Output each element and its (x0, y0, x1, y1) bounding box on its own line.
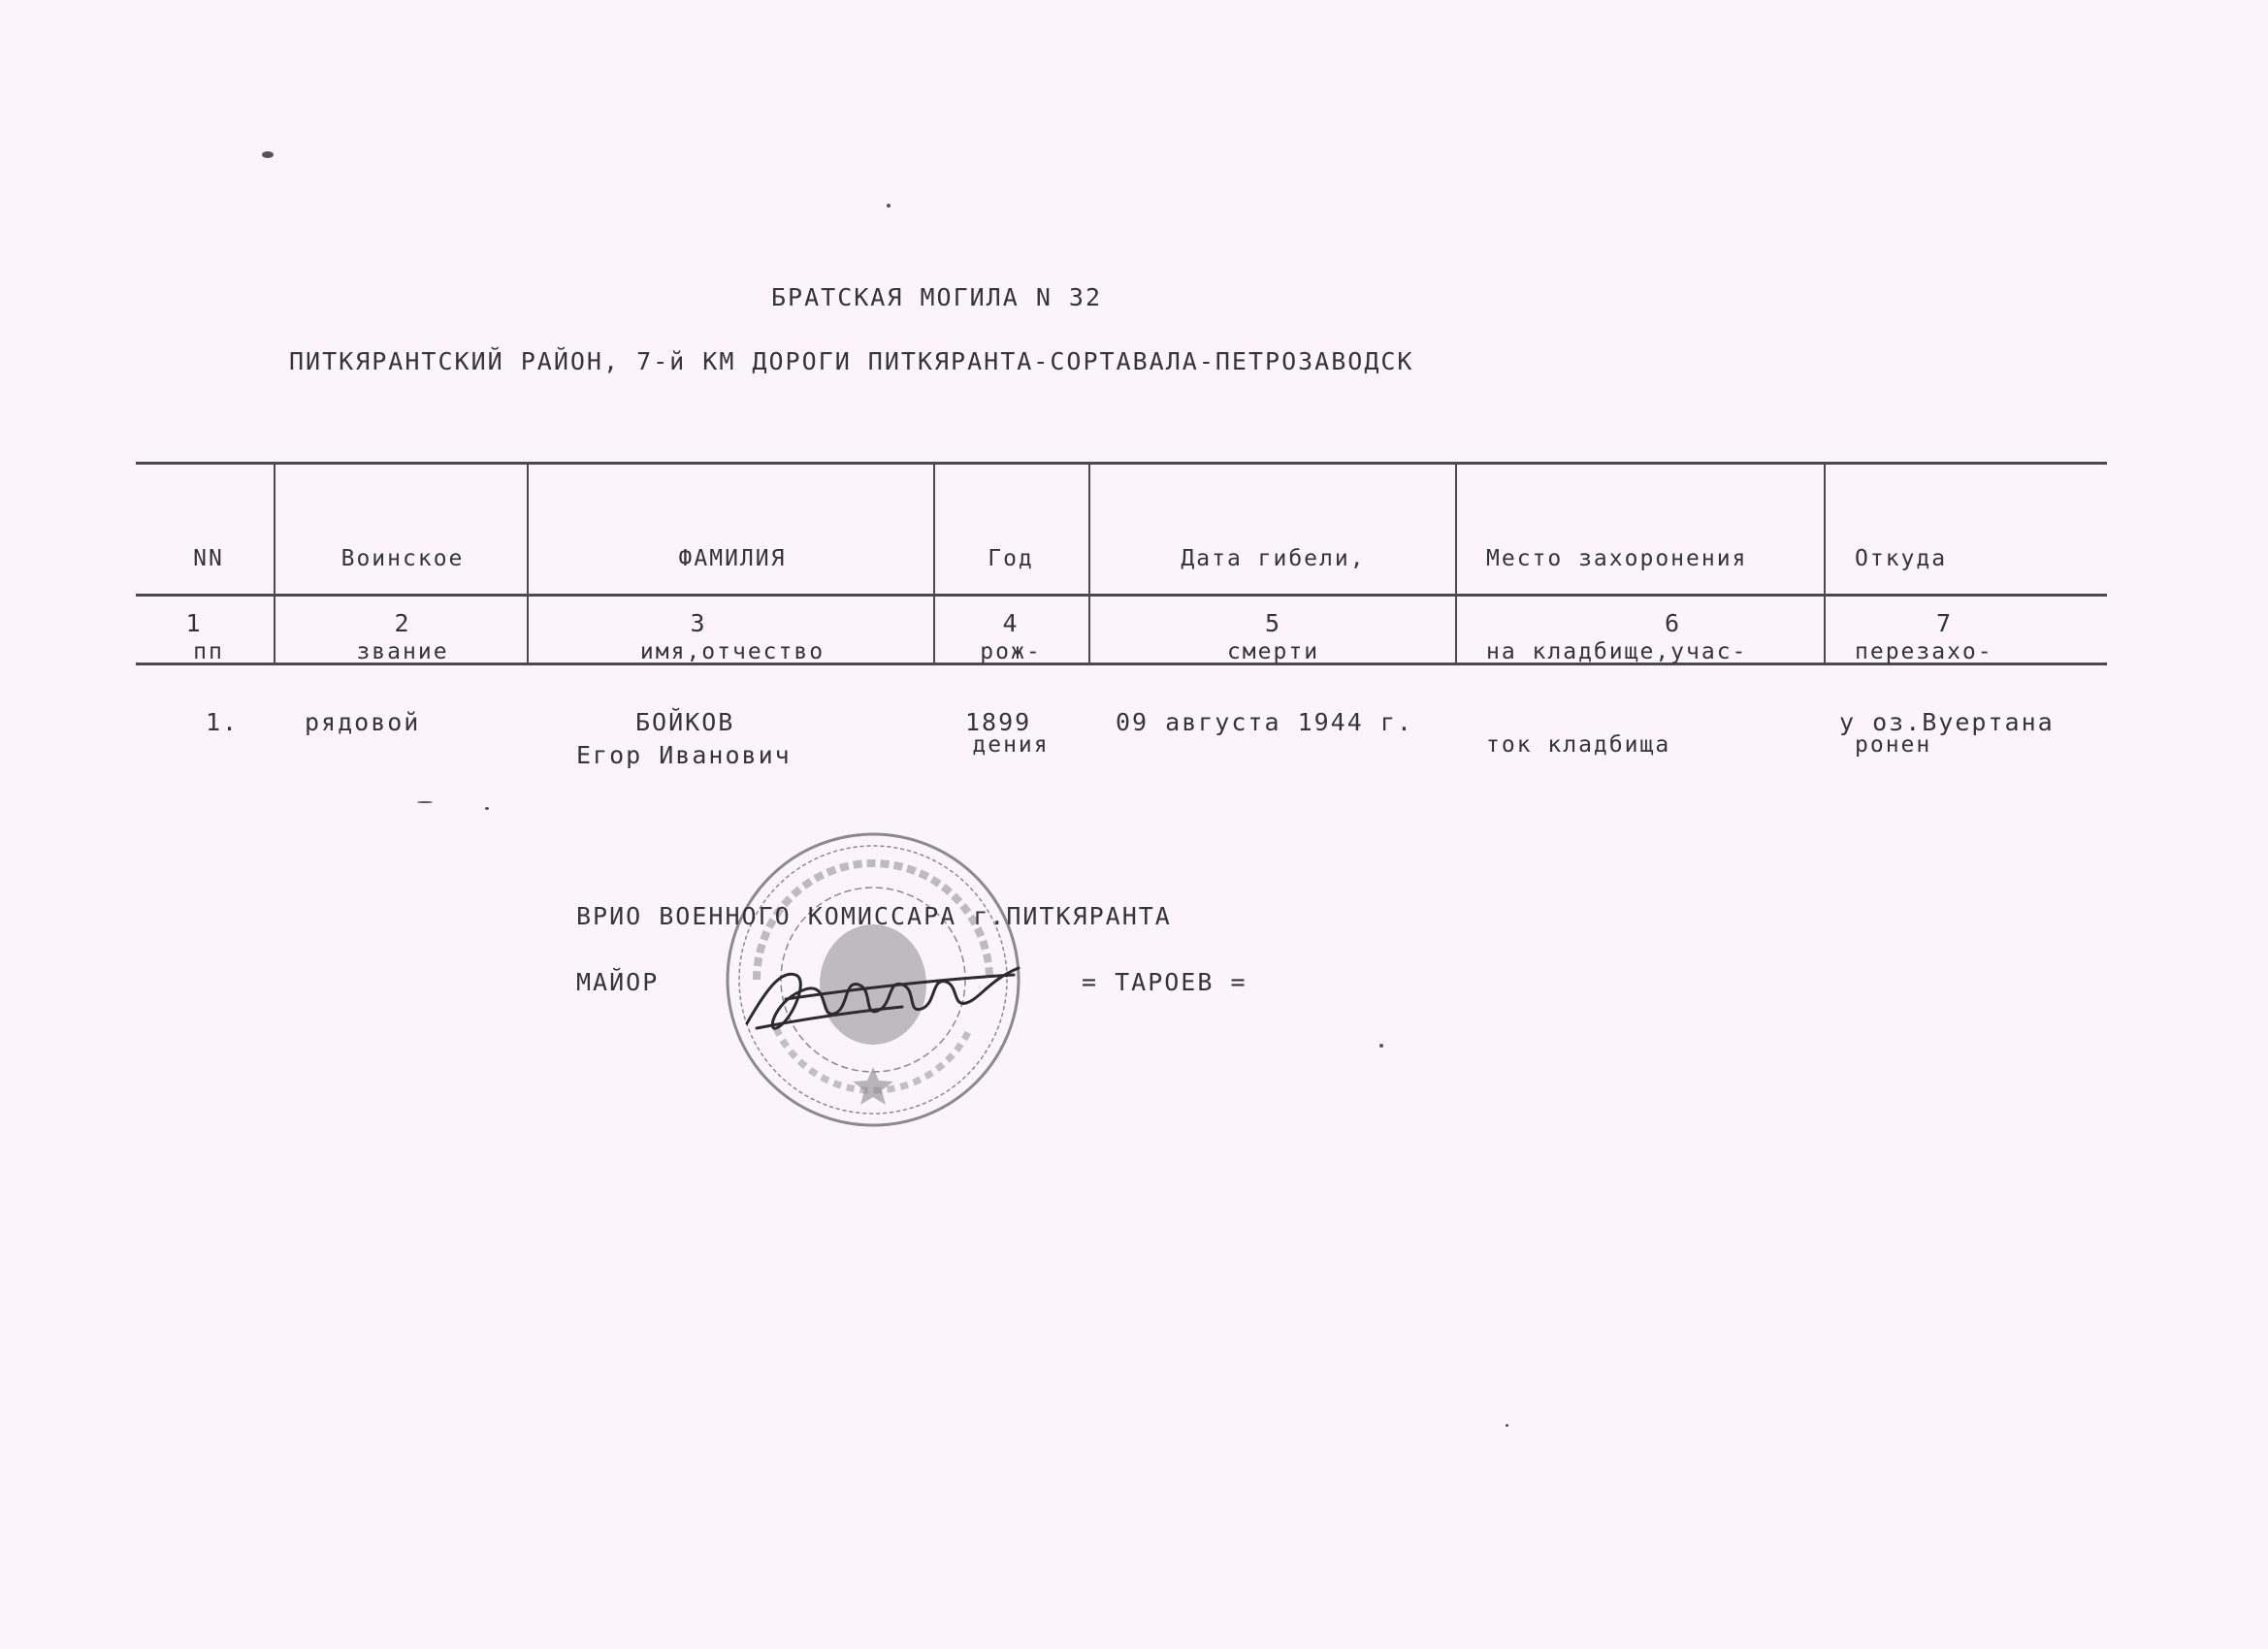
header-cell-death-date (1101, 481, 1445, 698)
row-birth-year: 1899 (965, 708, 1032, 736)
row-number: 1. (206, 708, 240, 736)
header-cell-number (155, 481, 262, 698)
header-line: Воинское (340, 546, 465, 571)
row-death-date: 09 августа 1944 г. (1116, 708, 1413, 736)
row-rank: рядовой (305, 708, 421, 736)
column-divider (1455, 464, 1457, 664)
column-divider (527, 464, 529, 664)
header-line: ток кладбища (1486, 732, 1671, 758)
scan-speck (887, 204, 891, 208)
header-line: перезахо- (1855, 639, 1993, 664)
header-line: смерти (1226, 639, 1320, 664)
table-top-rule (136, 462, 2107, 465)
document-title: БРАТСКАЯ МОГИЛА N 32 (771, 283, 1103, 311)
header-line: Дата гибели, (1181, 546, 1366, 571)
column-number: 3 (690, 609, 707, 637)
header-line: NN (193, 546, 224, 571)
header-line: Место захоронения (1486, 546, 1748, 571)
document-location: ПИТКЯРАНТСКИЙ РАЙОН, 7-й КМ ДОРОГИ ПИТКЯРАНТА-СОРТАВАЛА-ПЕТРОЗАВОДСК (289, 347, 1414, 375)
header-line: дения (972, 732, 1050, 758)
header-cell-rank (291, 481, 514, 698)
header-line: имя,отчество (639, 639, 826, 664)
column-number: 4 (1002, 609, 1020, 637)
star-icon (853, 1067, 893, 1105)
header-line: звание (356, 639, 449, 664)
handwritten-signature (737, 931, 1028, 1048)
signer-rank: МАЙОР (576, 968, 660, 996)
header-line: Откуда (1855, 546, 1948, 571)
header-cell-name (543, 481, 922, 698)
scan-speck (1506, 1424, 1508, 1427)
scan-speck (485, 807, 489, 810)
row-surname: БОЙКОВ (635, 708, 735, 736)
header-line: на кладбище,учас- (1486, 639, 1748, 664)
signer-position: ВРИО ВОЕННОГО КОМИССАРА г.ПИТКЯРАНТА (576, 902, 1172, 930)
column-divider (274, 464, 275, 664)
column-divider (1088, 464, 1090, 664)
column-number: 7 (1935, 609, 1954, 637)
row-given-names: Егор Иванович (576, 741, 792, 769)
column-number: 6 (1664, 609, 1682, 637)
header-line: рож- (980, 639, 1042, 664)
column-number: 2 (394, 609, 411, 637)
scan-speck (1379, 1044, 1383, 1048)
column-number: 5 (1264, 609, 1282, 637)
header-line: ФАМИЛИЯ (678, 546, 787, 571)
scan-speck (417, 801, 433, 803)
header-line: ронен (1855, 732, 1932, 758)
header-line: Год (988, 546, 1034, 571)
header-line: пп (193, 639, 224, 664)
scan-speck (262, 151, 274, 158)
column-number: 1 (185, 609, 203, 637)
signer-name: = ТАРОЕВ = (1082, 968, 1247, 996)
row-reburied-from: у оз.Вуертана (1839, 708, 2055, 736)
column-divider (933, 464, 935, 664)
